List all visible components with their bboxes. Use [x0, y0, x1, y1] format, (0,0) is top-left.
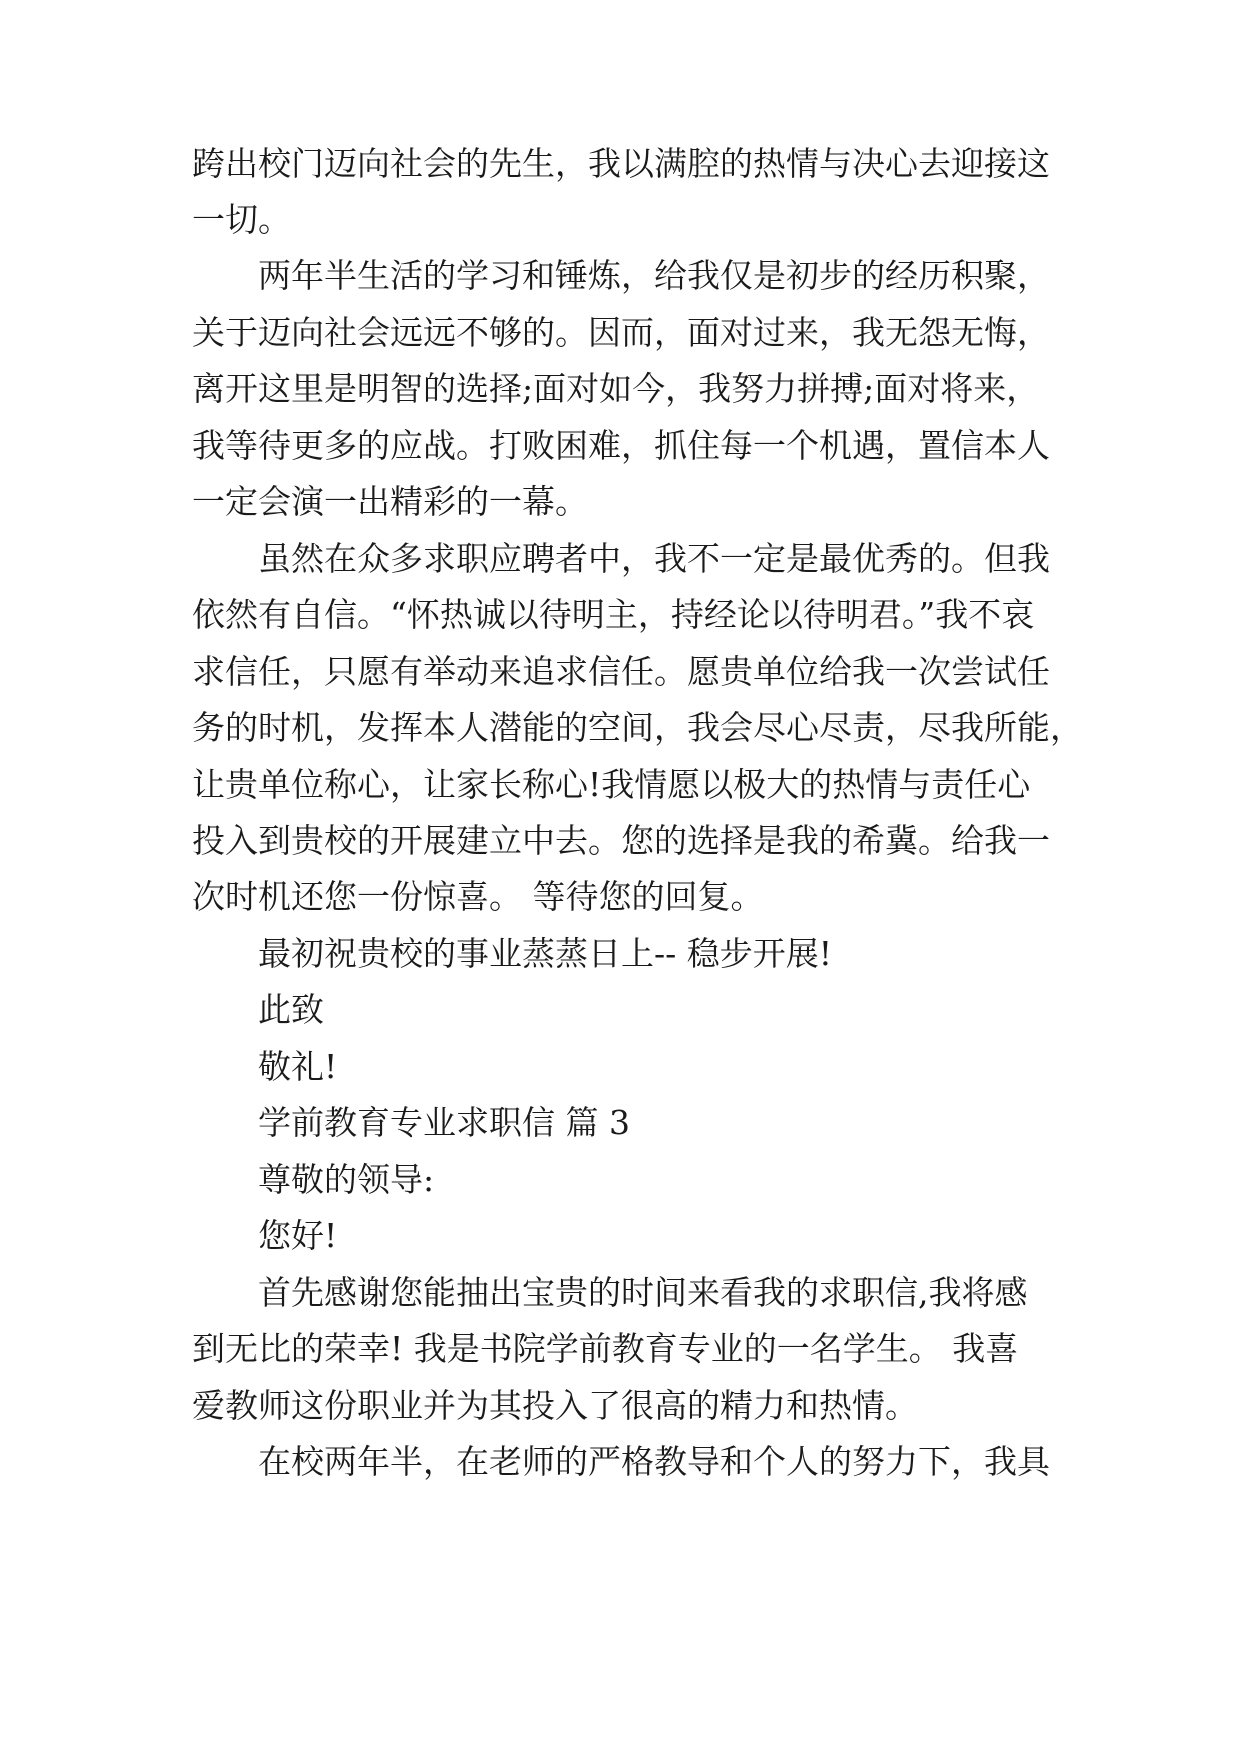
text-line: 关于迈向社会远远不够的。因而，面对过来，我无怨无悔，	[192, 313, 1050, 352]
closing-wish-line: 最初祝贵校的事业蒸蒸日上-- 稳步开展!	[258, 934, 833, 973]
text-line: 一定会演一出精彩的一幕。	[192, 482, 588, 521]
text-line: 跨出校门迈向社会的先生，我以满腔的热情与决心去迎接这	[192, 144, 1050, 183]
section-heading: 学前教育专业求职信 篇 3	[258, 1103, 630, 1142]
greeting-line: 您好!	[258, 1216, 338, 1255]
text-line: 到无比的荣幸! 我是书院学前教育专业的一名学生。 我喜	[192, 1329, 1019, 1368]
text-line: 次时机还您一份惊喜。 等待您的回复。	[192, 877, 764, 916]
text-line: 让贵单位称心，让家长称心!我情愿以极大的热情与责任心	[192, 765, 1031, 804]
text-line: 投入到贵校的开展建立中去。您的选择是我的希冀。给我一	[192, 821, 1050, 860]
paragraph-start-line: 虽然在众多求职应聘者中，我不一定是最优秀的。但我	[258, 539, 1050, 578]
paragraph-start-line: 首先感谢您能抽出宝贵的时间来看我的求职信,我将感	[258, 1273, 1028, 1312]
text-line: 依然有自信。“怀热诚以待明主，持经论以待明君。”我不哀	[192, 595, 1035, 634]
text-line: 我等待更多的应战。打败困难，抓住每一个机遇，置信本人	[192, 426, 1050, 465]
salutation-line: 此致	[258, 990, 324, 1029]
salutation-line: 敬礼!	[258, 1047, 338, 1086]
text-line: 一切。	[192, 200, 291, 239]
paragraph-start-line: 两年半生活的学习和锤炼，给我仅是初步的经历积聚，	[258, 256, 1050, 295]
text-line: 爱教师这份职业并为其投入了很高的精力和热情。	[192, 1386, 918, 1425]
paragraph-start-line: 在校两年半，在老师的严格教导和个人的努力下，我具	[258, 1442, 1050, 1481]
text-line: 离开这里是明智的选择;面对如今，我努力拼搏;面对将来，	[192, 369, 1040, 408]
text-line: 务的时机，发挥本人潜能的空间，我会尽心尽责，尽我所能，	[192, 708, 1083, 747]
text-line: 求信任，只愿有举动来追求信任。愿贵单位给我一次尝试任	[192, 652, 1050, 691]
greeting-line: 尊敬的领导:	[258, 1160, 435, 1199]
